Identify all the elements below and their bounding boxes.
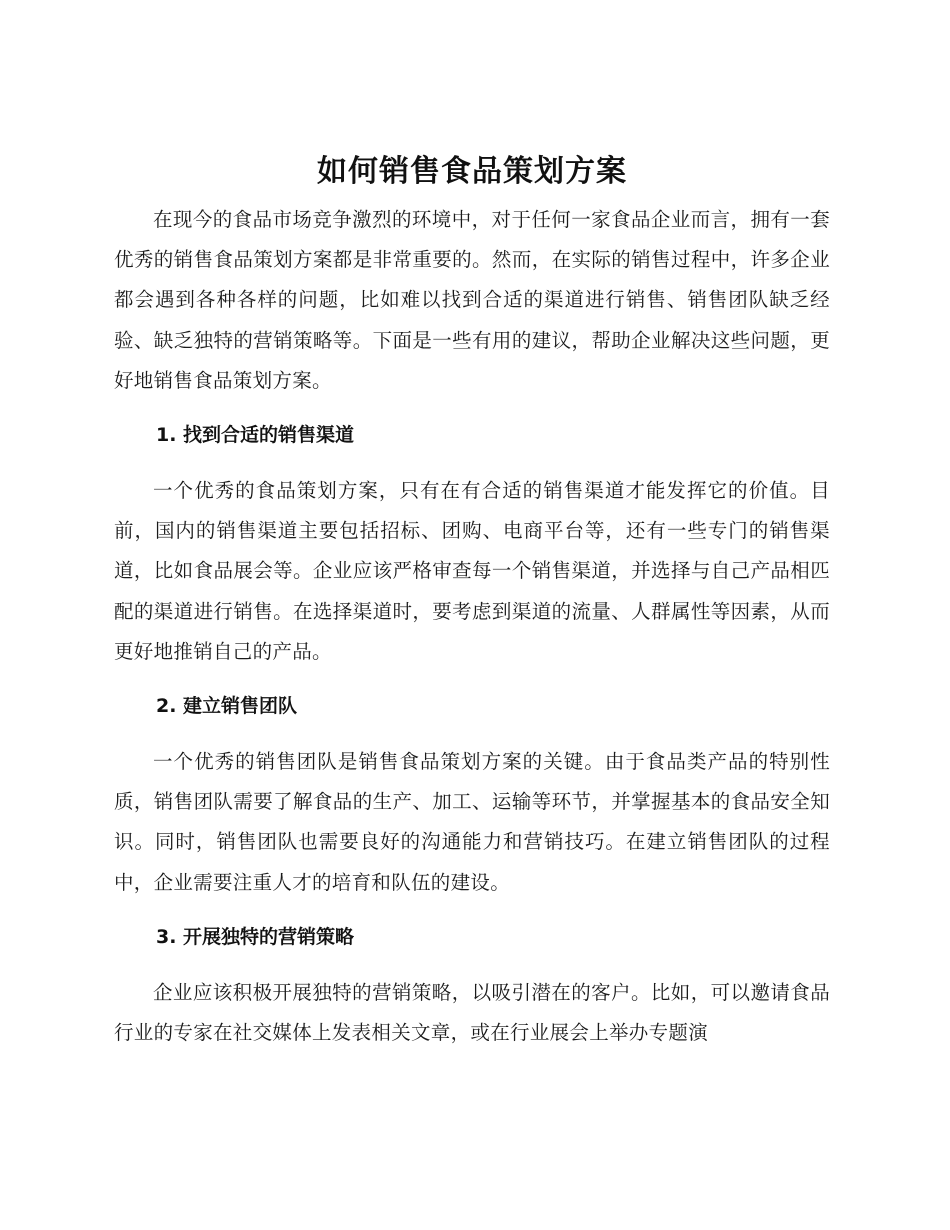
section-body-3: 企业应该积极开展独特的营销策略，以吸引潜在的客户。比如，可以邀请食品行业的专家在社交媒体上发表相关文章，或在行业展会上举办专题演 (114, 980, 830, 1045)
document-title: 如何销售食品策划方案 (317, 154, 627, 189)
intro-paragraph: 在现今的食品市场竞争激烈的环境中，对于任何一家食品企业而言，拥有一套优秀的销售食品策划方案都是非常重要的。然而，在实际的销售过程中，许多企业都会遇到各种各样的问题，比如难以找到合适的渠道进行销售、销售团队缺乏经验、缺乏独特的营销策略等。下面是一些有用的建议，帮助企业解决这些问题，更好地销售食品策划方案。 (114, 208, 830, 392)
section-heading-3: 3. 开展独特的营销策略 (156, 925, 355, 948)
section-body-1: 一个优秀的食品策划方案，只有在有合适的销售渠道才能发挥它的价值。目前，国内的销售渠道主要包括招标、团购、电商平台等，还有一些专门的销售渠道，比如食品展会等。企业应该严格审查每一个销售渠道，并选择与自己产品相匹配的渠道进行销售。在选择渠道时，要考虑到渠道的流量、人群属性等因素，从而更好地推销自己的产品。 (114, 479, 830, 663)
section-body-2: 一个优秀的销售团队是销售食品策划方案的关键。由于食品类产品的特别性质，销售团队需要了解食品的生产、加工、运输等环节，并掌握基本的食品安全知识。同时，销售团队也需要良好的沟通能力和营销技巧。在建立销售团队的过程中，企业需要注重人才的培育和队伍的建设。 (114, 750, 830, 894)
section-heading-2: 2. 建立销售团队 (156, 695, 298, 718)
document-page (114, 150, 830, 1053)
section-heading-1: 1. 找到合适的销售渠道 (156, 424, 355, 447)
